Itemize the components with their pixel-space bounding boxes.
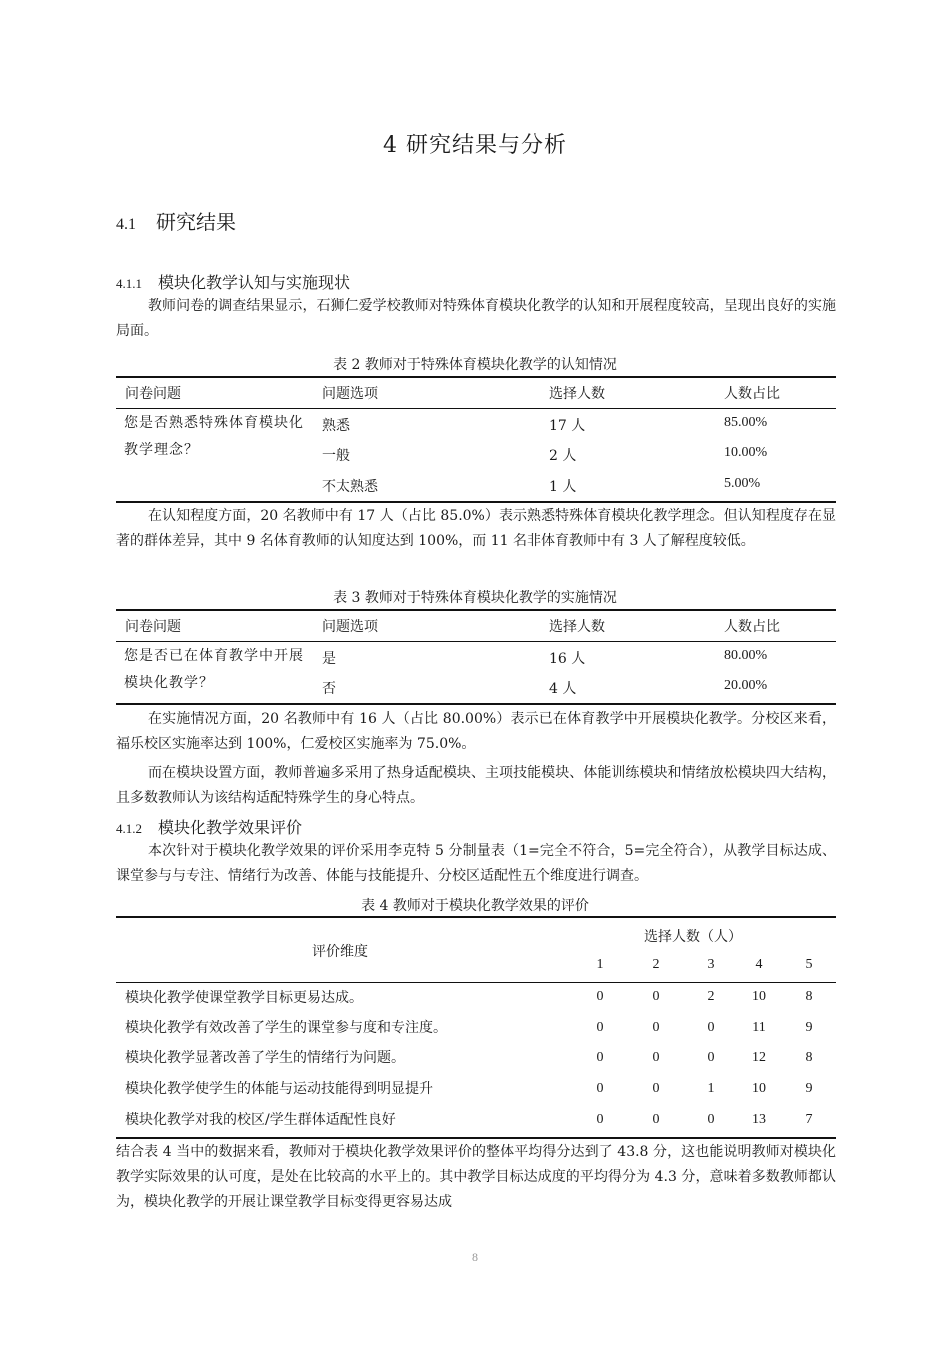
table-pct-cell: 5.00% [724,476,761,491]
table-value-cell: 9 [805,1081,813,1096]
table-value-cell: 0 [652,1050,660,1065]
table-pct-cell: 20.00% [724,678,768,693]
table-value-cell: 0 [596,1081,604,1096]
table-group-header: 选择人数（人） [644,929,742,945]
table-option-cell: 一般 [322,448,350,464]
table-dimension-header: 评价维度 [312,944,368,960]
table-value-cell: 10 [752,1081,766,1096]
section-heading-4-1-2 [116,815,302,838]
section-title: 研究结果 [156,210,236,234]
table-value-cell: 0 [707,1112,715,1127]
table-value-cell: 0 [652,989,660,1004]
table-top-rule [116,609,836,611]
table-count-cell: 4 人 [549,681,577,697]
table-header-rule [116,982,836,983]
table-count-cell: 1 人 [549,479,577,495]
table-scale-header: 1 [596,957,604,972]
table-header-cell: 问题选项 [322,619,378,635]
paragraph [116,294,836,344]
table-caption: 表 4 教师对于模块化教学效果的评价 [361,898,589,914]
table-row-label: 模块化教学使课堂教学目标更易达成。 [125,990,363,1006]
paragraph [116,839,836,889]
table-caption: 表 3 教师对于特殊体育模块化教学的实施情况 [333,590,617,606]
table-value-cell: 1 [707,1081,715,1096]
table-pct-cell: 85.00% [724,415,768,430]
paragraph [116,1140,836,1215]
section-number: 4.1.1 [116,276,142,291]
table-scale-header: 3 [707,957,715,972]
table-count-cell: 16 人 [549,651,586,667]
table-bottom-rule [116,703,836,705]
table-caption: 表 2 教师对于特殊体育模块化教学的认知情况 [333,357,617,373]
table-value-cell: 12 [752,1050,766,1065]
table-value-cell: 7 [805,1112,813,1127]
table-bottom-rule [116,501,836,503]
table-value-cell: 0 [652,1081,660,1096]
table-value-cell: 13 [752,1112,766,1127]
table-header-cell: 人数占比 [724,619,780,635]
table-value-cell: 0 [596,989,604,1004]
section-title: 模块化教学效果评价 [158,818,303,837]
table-header-cell: 问卷问题 [125,386,181,402]
table-count-cell: 17 人 [549,418,586,434]
paragraph-text: 而在模块设置方面，教师普遍多采用了热身适配模块、主项技能模块、体能训练模块和情绪放松模块四大结构，且多数教师认为该结构适配特殊学生的身心特点。 [116,765,836,806]
section-title: 模块化教学认知与实施现状 [158,273,351,292]
table-header-rule [116,408,836,409]
table-header-cell: 选择人数 [549,619,605,635]
table-header-cell: 选择人数 [549,386,605,402]
paragraph [116,707,836,757]
table-value-cell: 0 [707,1050,715,1065]
paragraph [116,504,836,554]
table-header-cell: 人数占比 [724,386,780,402]
table-pct-cell: 80.00% [724,648,768,663]
section-heading-4-1 [116,206,236,235]
table-value-cell: 9 [805,1020,813,1035]
table-scale-header: 5 [805,957,813,972]
paragraph-text: 本次针对于模块化教学效果的评价采用李克特 5 分制量表（1=完全不符合，5=完全符合），从教学目标达成、课堂参与与专注、情绪行为改善、体能与技能提升、分校区适配性五个维度进行调查。 [116,843,836,884]
table-top-rule [116,916,836,918]
paragraph-text: 结合表 4 当中的数据来看，教师对于模块化教学效果评价的整体平均得分达到了 43.8 分，这也能说明教师对模块化教学实际效果的认可度，是处在比较高的水平上的。其中教学目标达成度的平均得分为 4.3 分，意味着多数教师都认为，模块化教学的开展让课堂教学目标变得更容易达成 [116,1144,836,1210]
table-option-cell: 是 [322,651,336,667]
paragraph-text: 教师问卷的调查结果显示，石狮仁爱学校教师对特殊体育模块化教学的认知和开展程度较高，呈现出良好的实施局面。 [116,298,836,339]
table-value-cell: 0 [596,1050,604,1065]
table-bottom-rule [116,1137,836,1139]
paragraph-text: 在实施情况方面，20 名教师中有 16 人（占比 80.00%）表示已在体育教学中开展模块化教学。分校区来看，福乐校区实施率达到 100%，仁爱校区实施率为 75.0%。 [116,711,836,752]
table-header-cell: 问题选项 [322,386,378,402]
table-option-cell: 熟悉 [322,418,350,434]
table-scale-header: 4 [755,957,763,972]
table-value-cell: 0 [707,1020,715,1035]
table-header-cell: 问卷问题 [125,619,181,635]
table-count-cell: 2 人 [549,448,577,464]
paragraph-text: 在认知程度方面，20 名教师中有 17 人（占比 85.0%）表示熟悉特殊体育模块化教学理念。但认知程度存在显著的群体差异，其中 9 名体育教师的认知度达到 100%，而 11 名非体育教师中有 3 人了解程度较低。 [116,508,836,549]
table-question-cell: 您是否已在体育教学中开展模块化教学？ [124,648,304,691]
table-scale-header: 2 [652,957,660,972]
table-value-cell: 0 [596,1112,604,1127]
table-row-label: 模块化教学有效改善了学生的课堂参与度和专注度。 [125,1020,447,1036]
table-value-cell: 8 [805,989,813,1004]
table-option-cell: 不太熟悉 [322,479,378,495]
section-heading-4-1-1 [116,270,350,293]
section-number: 4.1.2 [116,821,142,836]
table-value-cell: 0 [652,1020,660,1035]
table-value-cell: 0 [596,1020,604,1035]
table-row-label: 模块化教学使学生的体能与运动技能得到明显提升 [125,1081,433,1097]
table-value-cell: 10 [752,989,766,1004]
table-row-label: 模块化教学对我的校区/学生群体适配性良好 [125,1112,396,1128]
table-header-rule [116,641,836,642]
table-top-rule [116,376,836,378]
table-question-cell: 您是否熟悉特殊体育模块化教学理念？ [124,415,304,458]
section-number: 4.1 [116,216,136,233]
page-number: 8 [472,1250,478,1264]
table-pct-cell: 10.00% [724,445,768,460]
table-value-cell: 8 [805,1050,813,1065]
table-value-cell: 2 [707,989,715,1004]
table-row-label: 模块化教学显著改善了学生的情绪行为问题。 [125,1050,405,1066]
chapter-title: 4 研究结果与分析 [383,133,567,158]
table-option-cell: 否 [322,681,336,697]
table-value-cell: 0 [652,1112,660,1127]
table-value-cell: 11 [752,1020,766,1035]
paragraph [116,761,836,811]
